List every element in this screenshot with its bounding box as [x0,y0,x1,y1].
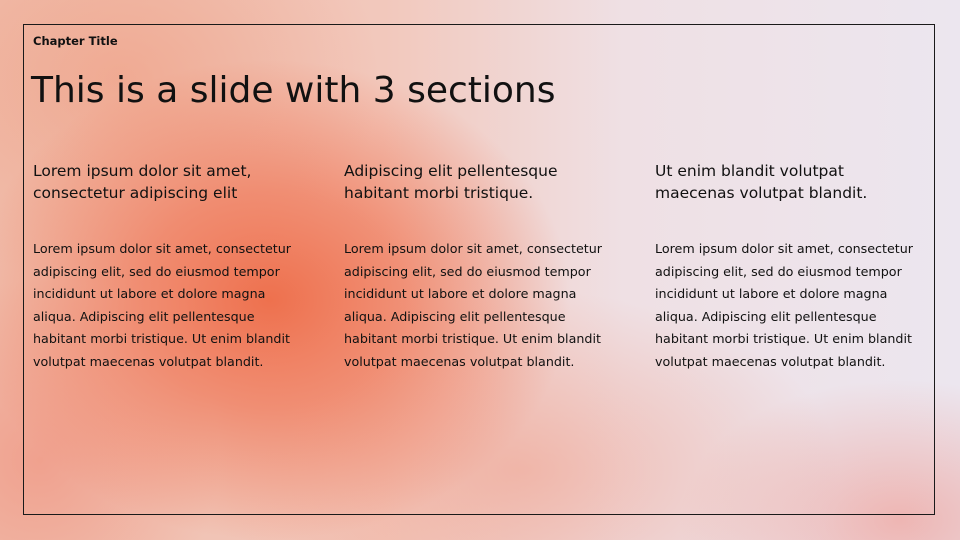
section-body: Lorem ipsum dolor sit amet, consectetur adipiscing elit, sed do eiusmod tempor incididunt ut labore et dolore magna aliqua. Adipiscing elit pellentesque habitant morbi tristique. Ut enim blandit volutpat maecenas volutpat blandit. [655,241,914,369]
slide-title: This is a slide with 3 sections [31,70,556,111]
section-heading: Adipiscing elit pellentesque habitant morbi tristique. [344,162,558,202]
section-heading: Lorem ipsum dolor sit amet, consectetur adipiscing elit [33,162,252,202]
section-2 [344,160,614,374]
section-body: Lorem ipsum dolor sit amet, consectetur adipiscing elit, sed do eiusmod tempor incididunt ut labore et dolore magna aliqua. Adipiscing elit pellentesque habitant morbi tristique. Ut enim blandit volutpat maecenas volutpat blandit. [33,241,292,369]
section-3 [655,160,925,374]
section-heading: Ut enim blandit volutpat maecenas volutpat blandit. [655,162,868,202]
section-1 [33,160,303,374]
chapter-title: Chapter Title [33,34,118,48]
section-body: Lorem ipsum dolor sit amet, consectetur adipiscing elit, sed do eiusmod tempor incididunt ut labore et dolore magna aliqua. Adipiscing elit pellentesque habitant morbi tristique. Ut enim blandit volutpat maecenas volutpat blandit. [344,241,603,369]
